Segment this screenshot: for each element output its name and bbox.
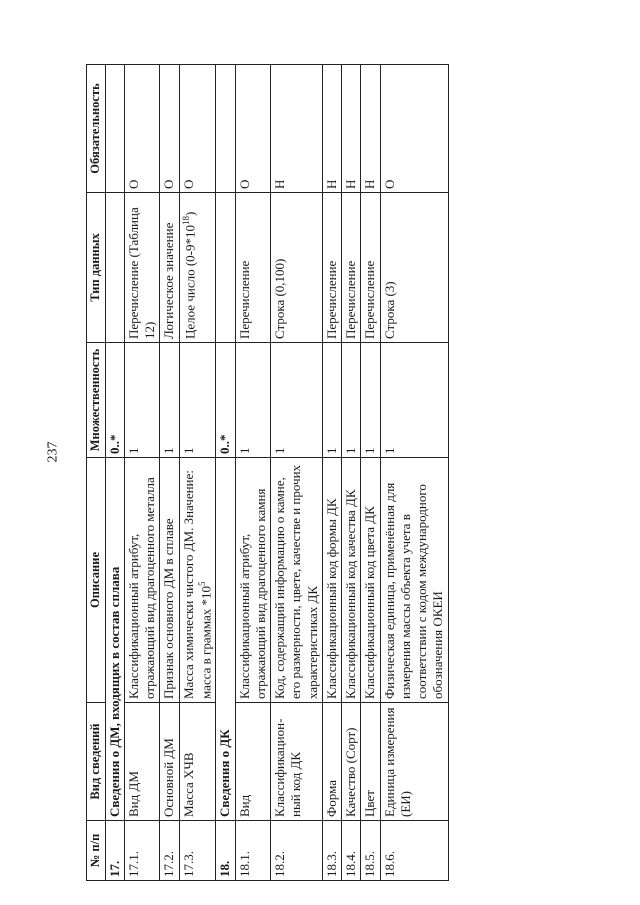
cell-obligation bbox=[216, 65, 235, 193]
cell-name: Вид bbox=[235, 703, 271, 821]
cell-description bbox=[235, 458, 271, 703]
cell-obligation: О bbox=[124, 65, 160, 193]
cell-obligation: Н bbox=[322, 65, 341, 193]
cell-data-type bbox=[361, 193, 380, 343]
cell-multiplicity: 1 bbox=[342, 343, 361, 458]
cell-description bbox=[380, 458, 448, 703]
table-section-row bbox=[105, 65, 124, 881]
description-superscript: 5 bbox=[196, 581, 207, 586]
cell-data-type bbox=[271, 193, 323, 343]
cell-name: Основной ДМ bbox=[160, 703, 179, 821]
cell-description bbox=[124, 458, 160, 703]
cell-num: 18.2. bbox=[271, 821, 323, 881]
cell-obligation bbox=[105, 65, 124, 193]
table-row bbox=[271, 65, 323, 881]
cell-num: 17.1. bbox=[124, 821, 160, 881]
header-description: Описание bbox=[87, 458, 106, 703]
cell-description bbox=[322, 458, 341, 703]
cell-multiplicity: 1 bbox=[380, 343, 448, 458]
table-row bbox=[124, 65, 160, 881]
cell-num: 18.1. bbox=[235, 821, 271, 881]
cell-num: 18.6. bbox=[380, 821, 448, 881]
cell-obligation: Н bbox=[361, 65, 380, 193]
rotated-page-area bbox=[86, 61, 640, 881]
cell-num: 17. bbox=[105, 821, 124, 881]
cell-multiplicity: 1 bbox=[124, 343, 160, 458]
cell-name: Цвет bbox=[361, 703, 380, 821]
data-type-text: Перечисление bbox=[362, 260, 378, 339]
description-text: Физическая единица, применённая для измерения массы объекта учета в соответствии с кодом международного обозначения ОКЕИ bbox=[381, 482, 446, 699]
cell-num: 17.3. bbox=[179, 821, 216, 881]
cell-obligation: О bbox=[160, 65, 179, 193]
cell-description bbox=[361, 458, 380, 703]
cell-description bbox=[342, 458, 361, 703]
cell-multiplicity: 1 bbox=[271, 343, 323, 458]
cell-data-type bbox=[179, 193, 216, 343]
cell-data-type bbox=[216, 193, 235, 343]
cell-name: Единица измерения (ЕИ) bbox=[380, 703, 448, 821]
description-text: Масса химически чистого ДМ. Значение: масса в граммах *10 bbox=[180, 470, 214, 699]
description-text: Классификационный атрибут, отражающий вид драгоценного камня bbox=[236, 488, 268, 699]
table-row bbox=[322, 65, 341, 881]
header-data-type: Тип данных bbox=[87, 193, 106, 343]
cell-obligation: Н bbox=[342, 65, 361, 193]
table-row bbox=[160, 65, 179, 881]
cell-multiplicity: 1 bbox=[179, 343, 216, 458]
description-text: Код, содержащий информацию о камне, его размерности, цвете, качестве и прочих характеристиках ДК bbox=[272, 464, 320, 699]
data-type-tail: ) bbox=[181, 211, 197, 216]
cell-name: Масса ХЧВ bbox=[179, 703, 216, 821]
cell-multiplicity: 1 bbox=[361, 343, 380, 458]
cell-num: 18.3. bbox=[322, 821, 341, 881]
cell-data-type bbox=[105, 193, 124, 343]
cell-multiplicity: 0..* bbox=[216, 343, 235, 458]
cell-num: 17.2. bbox=[160, 821, 179, 881]
cell-data-type bbox=[124, 193, 160, 343]
cell-name: Вид ДМ bbox=[124, 703, 160, 821]
cell-obligation: О bbox=[380, 65, 448, 193]
data-type-text: Логическое значение bbox=[161, 222, 177, 339]
cell-data-type bbox=[342, 193, 361, 343]
description-text: Классификационный атрибут, отражающий вид драгоценного металла bbox=[125, 477, 158, 699]
data-type-text: Целое число (0-9*10 bbox=[181, 225, 197, 339]
cell-data-type bbox=[380, 193, 448, 343]
data-type-text: Перечисление bbox=[236, 260, 252, 339]
header-multiplicity: Множественность bbox=[87, 343, 106, 458]
page-number: 237 bbox=[45, 441, 60, 463]
cell-multiplicity: 1 bbox=[160, 343, 179, 458]
description-text: Признак основного ДМ в сплаве bbox=[161, 518, 177, 699]
cell-description bbox=[160, 458, 179, 703]
description-text: Классификационный код качества ДК bbox=[343, 489, 359, 699]
header-num: № п/п bbox=[87, 821, 106, 881]
cell-obligation: Н bbox=[271, 65, 323, 193]
cell-num: 18. bbox=[216, 821, 235, 881]
cell-section-title: Сведения о ДМ, входящих в состав сплава bbox=[105, 458, 124, 821]
cell-num: 18.5. bbox=[361, 821, 380, 881]
table-row bbox=[179, 65, 216, 881]
table-header-row bbox=[87, 65, 106, 881]
cell-multiplicity: 1 bbox=[235, 343, 271, 458]
header-obligation: Обязательность bbox=[87, 65, 106, 193]
data-type-text: Строка (3) bbox=[381, 281, 397, 339]
cell-obligation: О bbox=[235, 65, 271, 193]
attributes-table bbox=[86, 64, 449, 881]
cell-description bbox=[179, 458, 216, 703]
cell-data-type bbox=[160, 193, 179, 343]
cell-multiplicity: 1 bbox=[322, 343, 341, 458]
cell-data-type bbox=[235, 193, 271, 343]
cell-multiplicity: 0..* bbox=[105, 343, 124, 458]
table-row bbox=[380, 65, 448, 881]
table-row bbox=[361, 65, 380, 881]
cell-section-title: Сведения о ДК bbox=[216, 458, 235, 821]
table-body bbox=[105, 65, 448, 881]
description-text: Классификационный код формы ДК bbox=[323, 498, 339, 699]
table-row bbox=[342, 65, 361, 881]
data-type-text: Строка (0,100) bbox=[272, 258, 288, 339]
cell-name: Качество (Сорт) bbox=[342, 703, 361, 821]
cell-obligation: О bbox=[179, 65, 216, 193]
data-type-text: Перечисление bbox=[323, 260, 339, 339]
table-row bbox=[235, 65, 271, 881]
data-type-text: Перечисление (Таблица 12) bbox=[125, 207, 158, 339]
table-section-row bbox=[216, 65, 235, 881]
cell-name: Форма bbox=[322, 703, 341, 821]
data-type-superscript: 18 bbox=[180, 216, 191, 225]
cell-data-type bbox=[322, 193, 341, 343]
data-type-text: Перечисление bbox=[343, 260, 359, 339]
attributes-table-wrapper bbox=[86, 61, 640, 881]
cell-num: 18.4. bbox=[342, 821, 361, 881]
header-name: Вид сведений bbox=[87, 703, 106, 821]
description-text: Классификационный код цвета ДК bbox=[362, 506, 378, 699]
cell-description bbox=[271, 458, 323, 703]
cell-name: Классификацион-ный код ДК bbox=[271, 703, 323, 821]
